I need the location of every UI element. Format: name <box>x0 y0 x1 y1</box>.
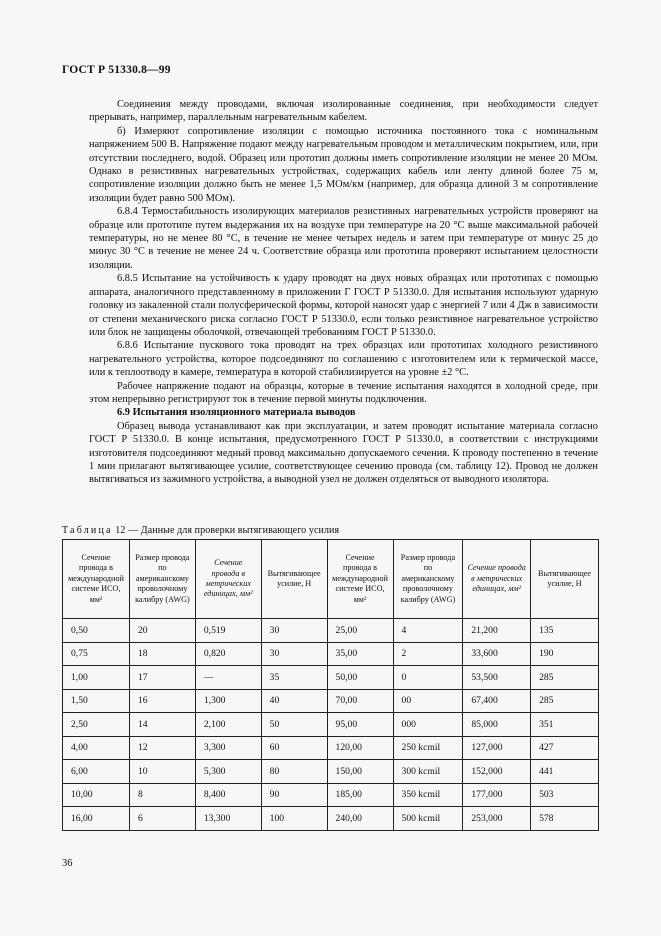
table-cell: 16,00 <box>63 807 130 831</box>
table-cell: 185,00 <box>327 783 393 807</box>
table-cell: 150,00 <box>327 760 393 784</box>
table-cell: 20 <box>129 619 195 643</box>
table-cell: 2,50 <box>63 713 130 737</box>
table-cell: 8 <box>129 783 195 807</box>
table-cell: 21,200 <box>463 619 531 643</box>
table-cell: 0,50 <box>63 619 130 643</box>
paragraph: Образец вывода устанавливают как при эксплуатации, и затем проводят испытание материала согласно ГОСТ Р 51330.0. В конце испытания, предусмотренного ГОСТ Р 51330.0, в соответствии с инструкциями изготовителя подсоединяют медный провод максимально допускаемого сечения. К проводу постепенно в течение 1 мин прилагают вытягивающее усилие, соответствующее сечению провода (см. таблицу 12). Провод не должен вытягиваться из зажимного устройства, а выводной узел не должен отделяться от выводного изолятора. <box>89 420 598 486</box>
table-cell: 90 <box>261 783 327 807</box>
table-cell: 127,000 <box>463 736 531 760</box>
table-cell: 152,000 <box>463 760 531 784</box>
table-cell: 1,300 <box>195 689 261 713</box>
table-cell: 0,519 <box>195 619 261 643</box>
table-caption <box>62 525 339 536</box>
table-cell: 0,820 <box>195 642 261 666</box>
table-header-row <box>63 540 599 619</box>
table-cell: 85,000 <box>463 713 531 737</box>
table-row <box>63 619 599 643</box>
table-cell: 50 <box>261 713 327 737</box>
table-cell: 17 <box>129 666 195 690</box>
table-cell: 4,00 <box>63 736 130 760</box>
column-header: Размер провода по американскому проволочному калибру (AWG) <box>393 540 463 619</box>
table-row <box>63 642 599 666</box>
paragraph: Рабочее напряжение подают на образцы, которые в течение испытания находятся в холодной среде, при этом непрерывно регистрируют ток в течение первой минуты подключения. <box>89 380 598 405</box>
table-caption-text: 12 — Данные для проверки вытягивающего усилия <box>115 525 340 536</box>
table-cell: 8,400 <box>195 783 261 807</box>
table-cell: 14 <box>129 713 195 737</box>
table-cell: 240,00 <box>327 807 393 831</box>
table-cell: 12 <box>129 736 195 760</box>
paragraph: 6.8.4 Термостабильность изолирующих материалов резистивных нагревательных устройств проверяют на образце или прототипе путем выдержания их на воздухе при температуре на 20 °С выше максимальной рабочей температуры, но не менее 80 °С, в течение не менее четырех недель и затем при температуре от минус 25 до минус 30 °С в течение не менее 24 ч. Соответствие образца или прототипа проверяют испытанием целостности изоляции. <box>89 206 598 271</box>
table-cell: 13,300 <box>195 807 261 831</box>
table-cell: 67,400 <box>463 689 531 713</box>
table-cell: 190 <box>531 642 599 666</box>
table-cell: 4 <box>393 619 463 643</box>
table-cell: 1,00 <box>63 666 130 690</box>
table-cell: 35 <box>261 666 327 690</box>
table-body <box>63 619 599 831</box>
page-number: 36 <box>62 858 73 869</box>
table-cell: 285 <box>531 689 599 713</box>
paragraph: б) Измеряют сопротивление изоляции с помощью источника постоянного тока с номинальным напряжением 500 В. Напряжение подают между нагревательным проводом и металлическим покрытием, или, при отсутствии последнего, водой. Образец или прототип должны иметь сопротивление изоляции не менее 20 МОм. Однако в резистивных нагревательных устройствах, содержащих кабель или ленту длиной более 75 м, сопротивление изоляции должно быть не менее 1,5 МОм/км (например, для образца длиной 3 м сопротивление изоляции будет равно 500 МОм). <box>89 125 598 204</box>
table-cell: 5,300 <box>195 760 261 784</box>
paragraph: 6.8.6 Испытание пускового тока проводят на трех образцах или прототипах холодного резистивного нагревательного устройства, которое подсоединяют по соглашению с изготовителем или к термической массе, или к теплоотводу в камере, температура в которой стабилизируется на уровне ±2 °С. <box>89 340 598 379</box>
table-cell: 16 <box>129 689 195 713</box>
table-cell: 00 <box>393 689 463 713</box>
table-cell: 2 <box>393 642 463 666</box>
table-row <box>63 807 599 831</box>
table-cell: 50,00 <box>327 666 393 690</box>
table-row <box>63 689 599 713</box>
table-cell: 3,300 <box>195 736 261 760</box>
table-cell: 250 kcmil <box>393 736 463 760</box>
table-cell: 500 kcmil <box>393 807 463 831</box>
table-cell: 35,00 <box>327 642 393 666</box>
table-cell: 427 <box>531 736 599 760</box>
table-cell: 95,00 <box>327 713 393 737</box>
table-cell: 300 kcmil <box>393 760 463 784</box>
column-header: Сечение провода в метрических единицах, мм² <box>463 540 531 619</box>
table-cell: 70,00 <box>327 689 393 713</box>
table-cell: 350 kcmil <box>393 783 463 807</box>
column-header: Вытягивающее усилие, Н <box>261 540 327 619</box>
document-header: ГОСТ Р 51330.8—99 <box>62 64 171 76</box>
table-row <box>63 736 599 760</box>
table-cell: 18 <box>129 642 195 666</box>
table-cell: 135 <box>531 619 599 643</box>
table-cell: 177,000 <box>463 783 531 807</box>
table-row <box>63 713 599 737</box>
table-cell: 441 <box>531 760 599 784</box>
table-cell: 578 <box>531 807 599 831</box>
paragraph: 6.8.5 Испытание на устойчивость к удару проводят на двух новых образцах или прототипах с помощью аппарата, аналогичного представленному в приложении Г ГОСТ Р 51330.0. Для испытания используют ударную головку из закаленной стали полусферической формы, которой наносят удар с энергией 7 или 4 Дж в зависимости от степени механического риска согласно ГОСТ Р 51330.0, если только резистивное нагревательное устройство или блок не защищены оболочкой, отвечающей требованиям ГОСТ Р 51330.0. <box>89 273 598 338</box>
table-cell: 0 <box>393 666 463 690</box>
table-cell: 0,75 <box>63 642 130 666</box>
table-cell: 40 <box>261 689 327 713</box>
table-cell: 2,100 <box>195 713 261 737</box>
table-cell: 1,50 <box>63 689 130 713</box>
table-cell: 10 <box>129 760 195 784</box>
table-cell: 25,00 <box>327 619 393 643</box>
column-header: Размер провода по американскому проволочному калибру (AWG) <box>129 540 195 619</box>
table-cell: 53,500 <box>463 666 531 690</box>
table-cell: 33,600 <box>463 642 531 666</box>
column-header: Вытягивающее усилие, Н <box>531 540 599 619</box>
table-cell: 60 <box>261 736 327 760</box>
table-cell: 253,000 <box>463 807 531 831</box>
column-header: Сечение провода в международной системе ИСО, мм² <box>63 540 130 619</box>
table-cell: 80 <box>261 760 327 784</box>
table-cell: 100 <box>261 807 327 831</box>
table-cell: 6 <box>129 807 195 831</box>
table-cell: 000 <box>393 713 463 737</box>
column-header: Сечение провода в метрических единицах, мм² <box>195 540 261 619</box>
table-cell: 6,00 <box>63 760 130 784</box>
table-cell: — <box>195 666 261 690</box>
body-text <box>89 98 598 487</box>
table-row <box>63 760 599 784</box>
table-caption-label: Таблица <box>62 525 113 536</box>
table-row <box>63 666 599 690</box>
pull-force-table <box>62 539 599 831</box>
paragraph: 6.9 Испытания изоляционного материала выводов <box>117 407 356 419</box>
column-header: Сечение провода в международной системе ИСО, мм² <box>327 540 393 619</box>
table-cell: 10,00 <box>63 783 130 807</box>
table-cell: 30 <box>261 619 327 643</box>
table-cell: 30 <box>261 642 327 666</box>
table-cell: 351 <box>531 713 599 737</box>
table-row <box>63 783 599 807</box>
paragraph: Соединения между проводами, включая изолированные соединения, при необходимости следует прерывать, например, параллельным нагревательным кабелем. <box>89 99 598 124</box>
table-cell: 120,00 <box>327 736 393 760</box>
table-cell: 285 <box>531 666 599 690</box>
table-cell: 503 <box>531 783 599 807</box>
